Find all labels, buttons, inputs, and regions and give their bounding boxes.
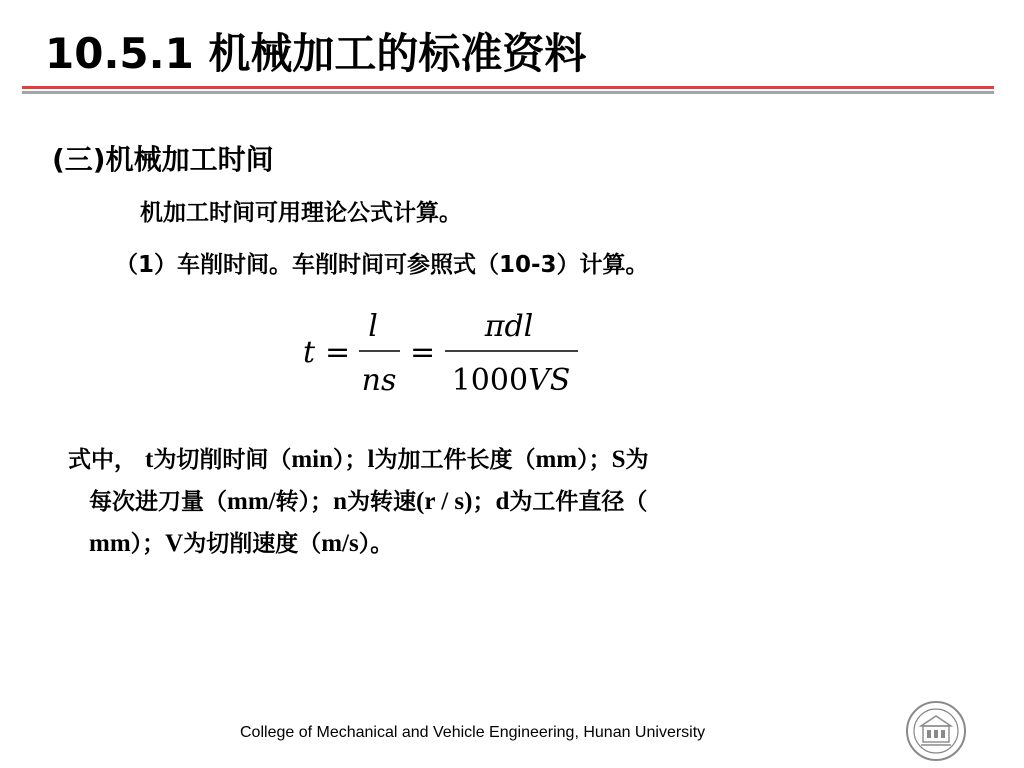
section-heading: (三)机械加工时间 — [52, 143, 274, 176]
variable-description-line-3: mm）；V为切削速度（m/s）。 — [89, 530, 394, 557]
title-rule-red — [22, 86, 994, 89]
footer-institution: College of Mechanical and Vehicle Engineering, Hunan University — [240, 724, 706, 741]
turning-time-line: （1）车削时间。车削时间可参照式（10-3）计算。 — [115, 252, 649, 278]
formula-frac1-num: l — [368, 309, 378, 344]
formula-eq-2: = — [410, 335, 436, 370]
intro-line: 机加工时间可用理论公式计算。 — [140, 200, 462, 226]
formula-eq-1: = — [325, 335, 351, 370]
formula-frac2-den: 1000VS — [451, 363, 571, 398]
formula-frac2-num: πdl — [484, 309, 534, 344]
turning-time-formula — [295, 305, 595, 405]
variable-description-line-1: 式中， t为切削时间（min）；l为加工件长度（mm）；S为 — [68, 446, 649, 473]
slide-title: 10.5.1 机械加工的标准资料 — [45, 29, 587, 78]
formula-lhs: t — [303, 335, 316, 370]
formula-frac1-den: ns — [361, 363, 397, 398]
variable-description-line-2: 每次进刀量（mm/转）；n为转速(r / s)；d为工件直径（ — [89, 488, 648, 515]
university-seal-icon — [905, 700, 967, 762]
title-rule-gray — [22, 91, 994, 94]
